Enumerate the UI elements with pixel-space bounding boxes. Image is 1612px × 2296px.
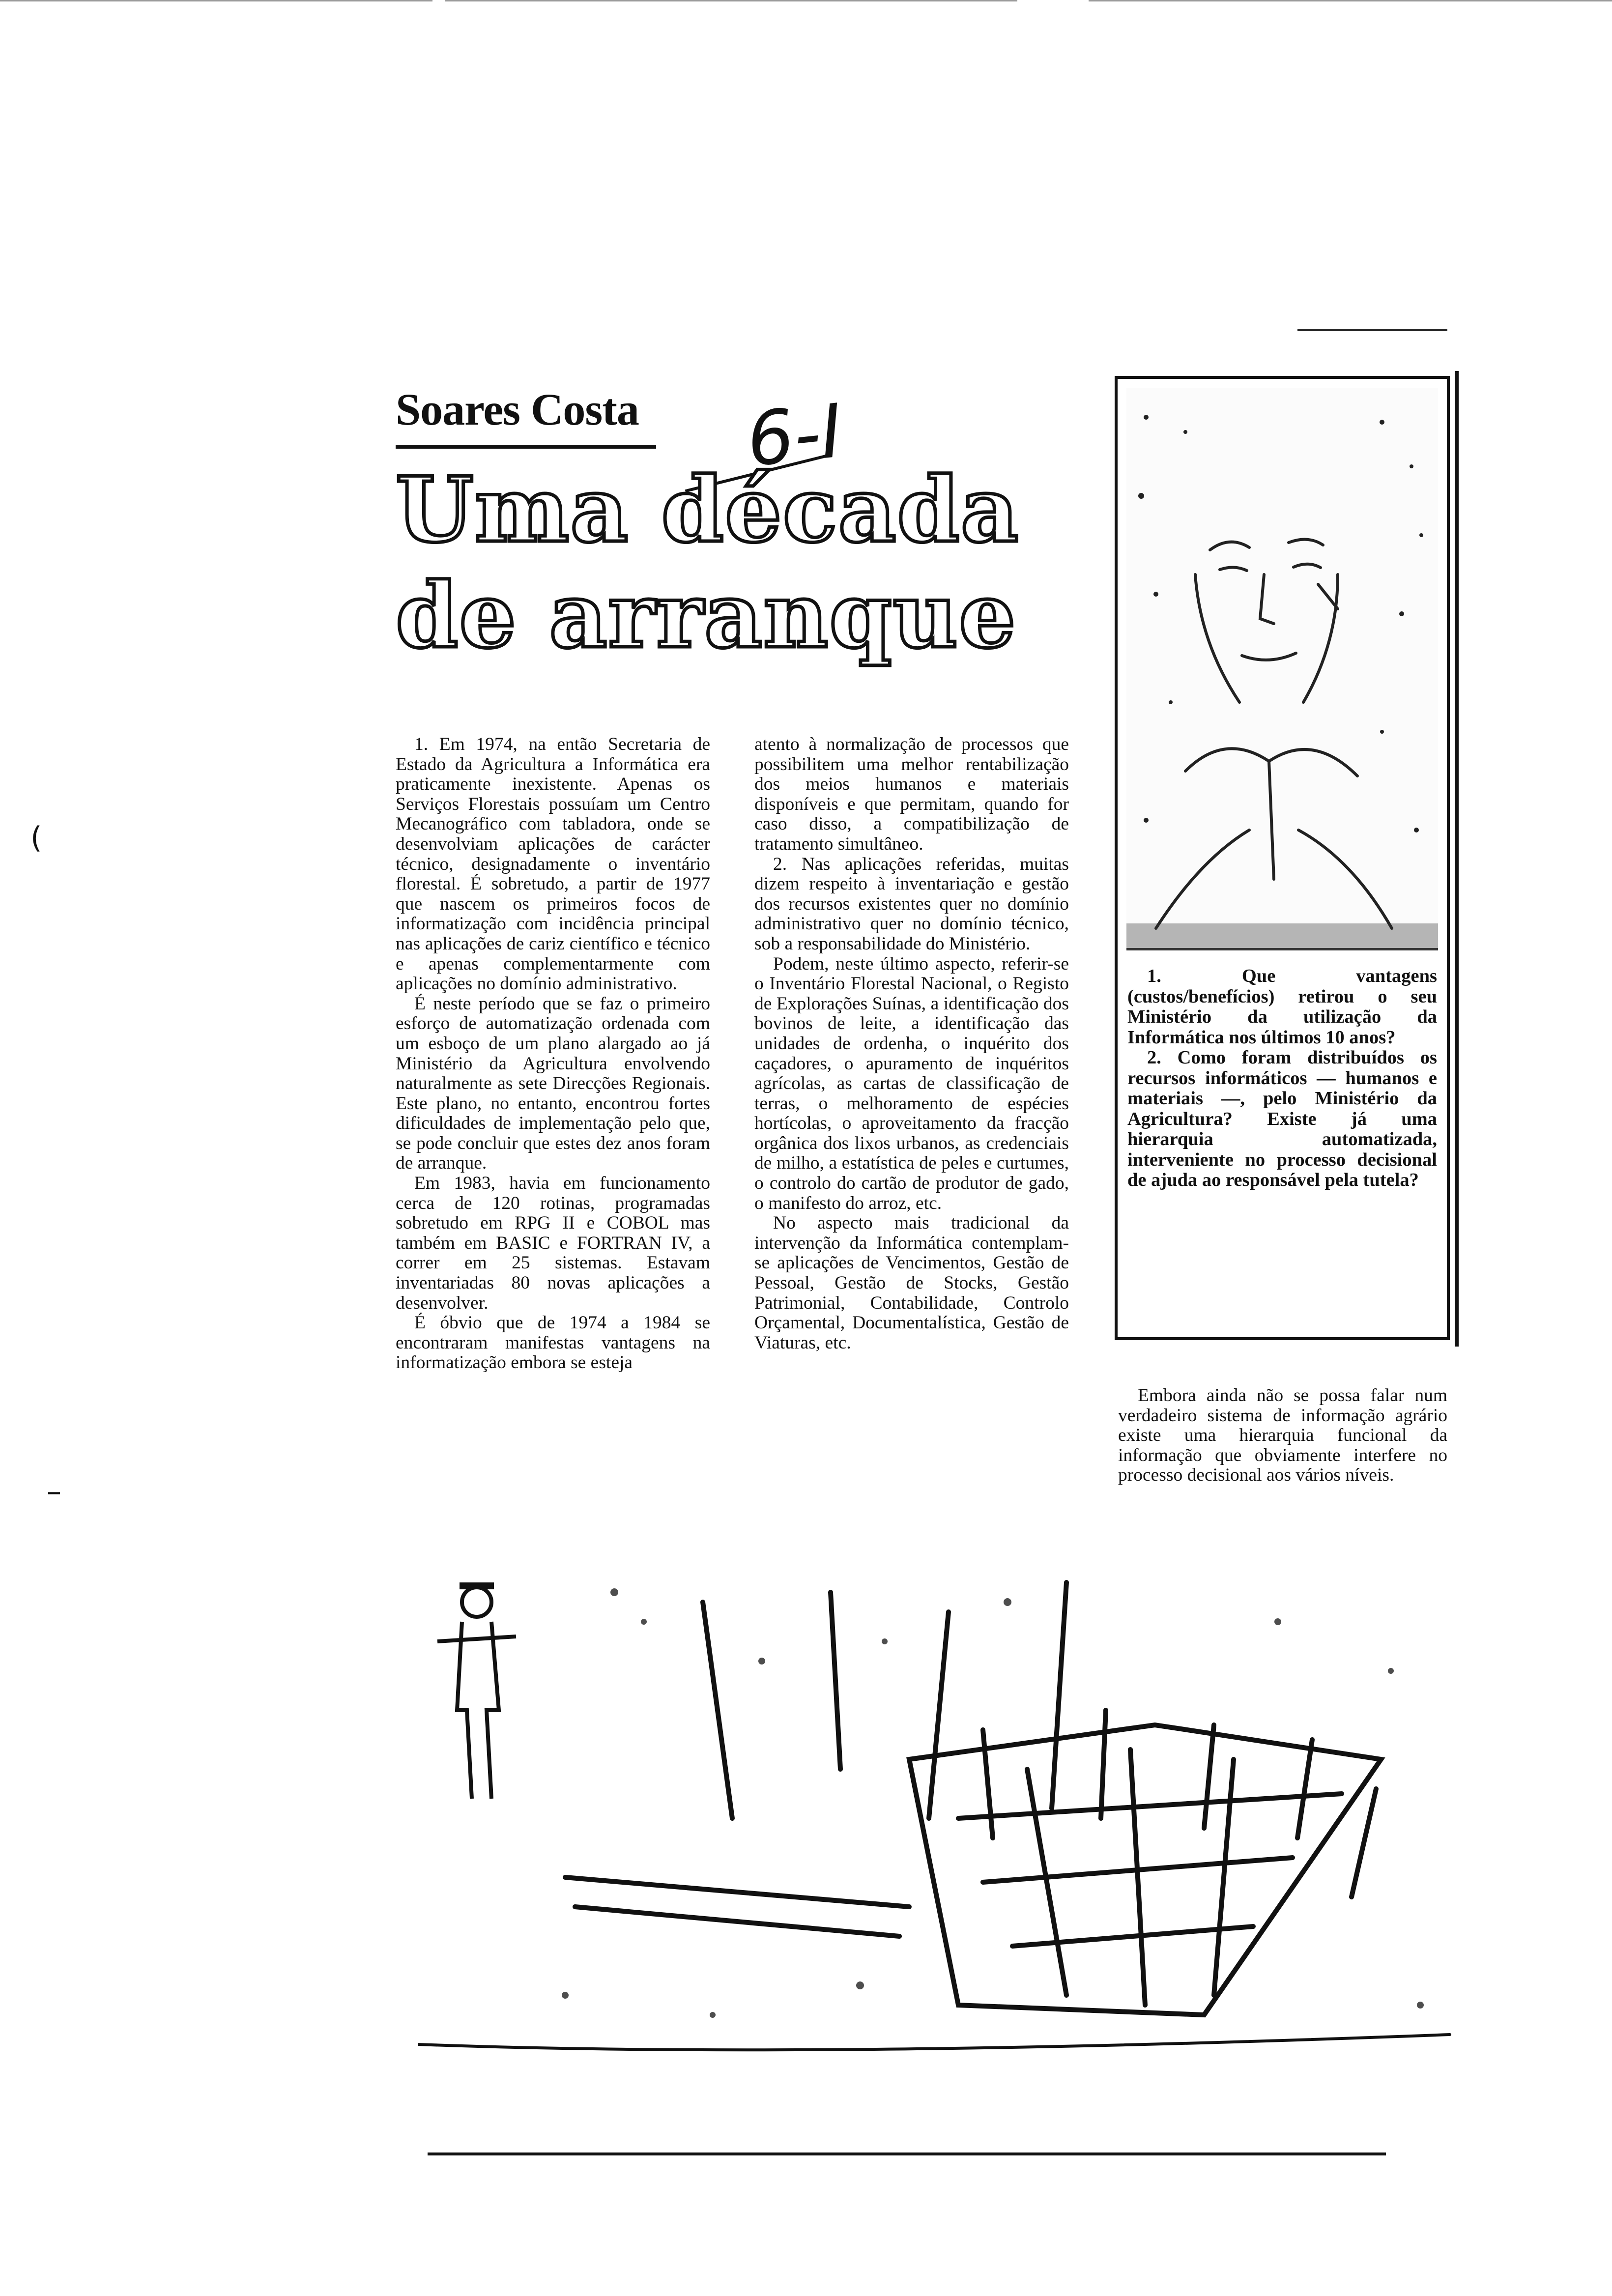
paragraph: atento à normalização de processos que possibilitem uma melhor rentabilização dos meios humanos e materiais disponíveis e que permitam, quando for caso disso, a compatibilização de tratamento simultâneo.: [754, 734, 1069, 854]
portrait-photo: [1126, 388, 1438, 950]
body-column-1: [396, 735, 710, 1373]
caption-text: Embora ainda não se possa falar num verdadeiro sistema de informação agrário existe uma hierarquia funcional da informação que obviamente interfere no processo decisional aos vários níveis.: [1118, 1385, 1447, 1486]
article-headline: [396, 457, 1035, 668]
paragraph: É óbvio que de 1974 a 1984 se encontraram manifestas vantagens na informatização embora se esteja: [396, 1313, 710, 1373]
paragraph: No aspecto mais tradicional da intervenção da Informática contemplam-se aplicações de Vencimentos, Gestão de Pessoal, Gestão de Stocks, Gestão Patrimonial, Contabilidade, Controlo Orçamental, Documentalística, Gestão de Viaturas, etc.: [754, 1213, 1069, 1353]
author-name: Soares Costa: [396, 384, 639, 434]
headline-line-2: de arranque: [396, 563, 1017, 668]
headline-line-1: Uma década: [396, 457, 1020, 562]
sidebar-shadow-bar: [1455, 371, 1459, 1347]
scan-edge-line: [1089, 0, 1612, 1]
scan-edge-line: [0, 0, 432, 1]
paragraph: 2. Nas aplicações referidas, muitas dizem respeito à inventariação e gestão dos recursos existentes quer no domínio administrativo quer no domínio técnico, sob a responsabilidade do Ministério.: [754, 854, 1069, 954]
paragraph: 1. Em 1974, na então Secretaria de Estado da Agricultura a Informática era praticamente inexistente. Apenas os Serviços Florestais possuíam um Centro Mecanográfico com tabladora, onde se desenvolviam aplicações de carácter técnico, designadamente o inventário florestal. É sobretudo, a partir de 1977 que nascem os primeiros focos de informatização com incidência principal nas aplicações de cariz científico e técnico e apenas complementarmente com aplicações no domínio administrativo.: [396, 734, 710, 994]
body-column-2: [754, 735, 1069, 1353]
bottom-rule: [428, 2152, 1386, 2155]
bottom-photo-plough: [418, 1563, 1474, 2079]
paragraph: Podem, neste último aspecto, referir-se o Inventário Florestal Nacional, o Registo de Explorações Suínas, a identificação dos bovinos de leite, a identificação das unidades de ordenha, o inquérito dos caçadores, o apuramento de inquéritos agrícolas, as cartas de classificação de terras, o melhoramento de espécies hortícolas, o aproveitamento da fracção orgânica dos lixos urbanos, as credenciais de milho, a estatística de peles e curtumes, o controlo do cartão de produtor de gado, o manifesto do arroz, etc.: [754, 953, 1069, 1213]
question-1: 1. Que vantagens (custos/benefícios) retirou o seu Ministério da utilização da Informática nos últimos 10 anos?: [1127, 966, 1437, 1048]
portrait-illustration: [1126, 388, 1438, 948]
paragraph: Em 1983, havia em funcionamento cerca de 120 rotinas, programadas sobretudo em RPG II e COBOL mas também em BASIC e FORTRAN IV, a correr em 25 sistemas. Estavam inventariadas 80 novas aplicações a desenvolver.: [396, 1173, 710, 1313]
sidebar-caption: [1118, 1386, 1447, 1486]
top-right-rule: [1297, 329, 1447, 331]
paragraph: É neste período que se faz o primeiro esforço de automatização ordenada com um esboço de um plano alargado ao já Ministério da Agricultura envolvendo naturalmente as sete Direcções Regionais. Este plano, no entanto, encontrou fortes dificuldades de implementação pelo que, se pode concluir que estes dez anos foram de arranque.: [396, 993, 710, 1174]
interview-questions: [1127, 966, 1437, 1191]
question-2: 2. Como foram distribuídos os recursos informáticos — humanos e materiais —, pelo Ministério da Agricultura? Existe já uma hierarquia automatizada, interveniente no processo decisional de ajuda ao responsável pela tutela?: [1127, 1047, 1437, 1190]
scan-edge-line: [445, 0, 1017, 1]
margin-mark: –: [47, 1474, 61, 1509]
handwritten-annotation: 6-I: [743, 388, 847, 484]
author-rule: [396, 445, 656, 449]
margin-mark: (: [30, 821, 42, 855]
interview-sidebar: [1115, 376, 1450, 1340]
